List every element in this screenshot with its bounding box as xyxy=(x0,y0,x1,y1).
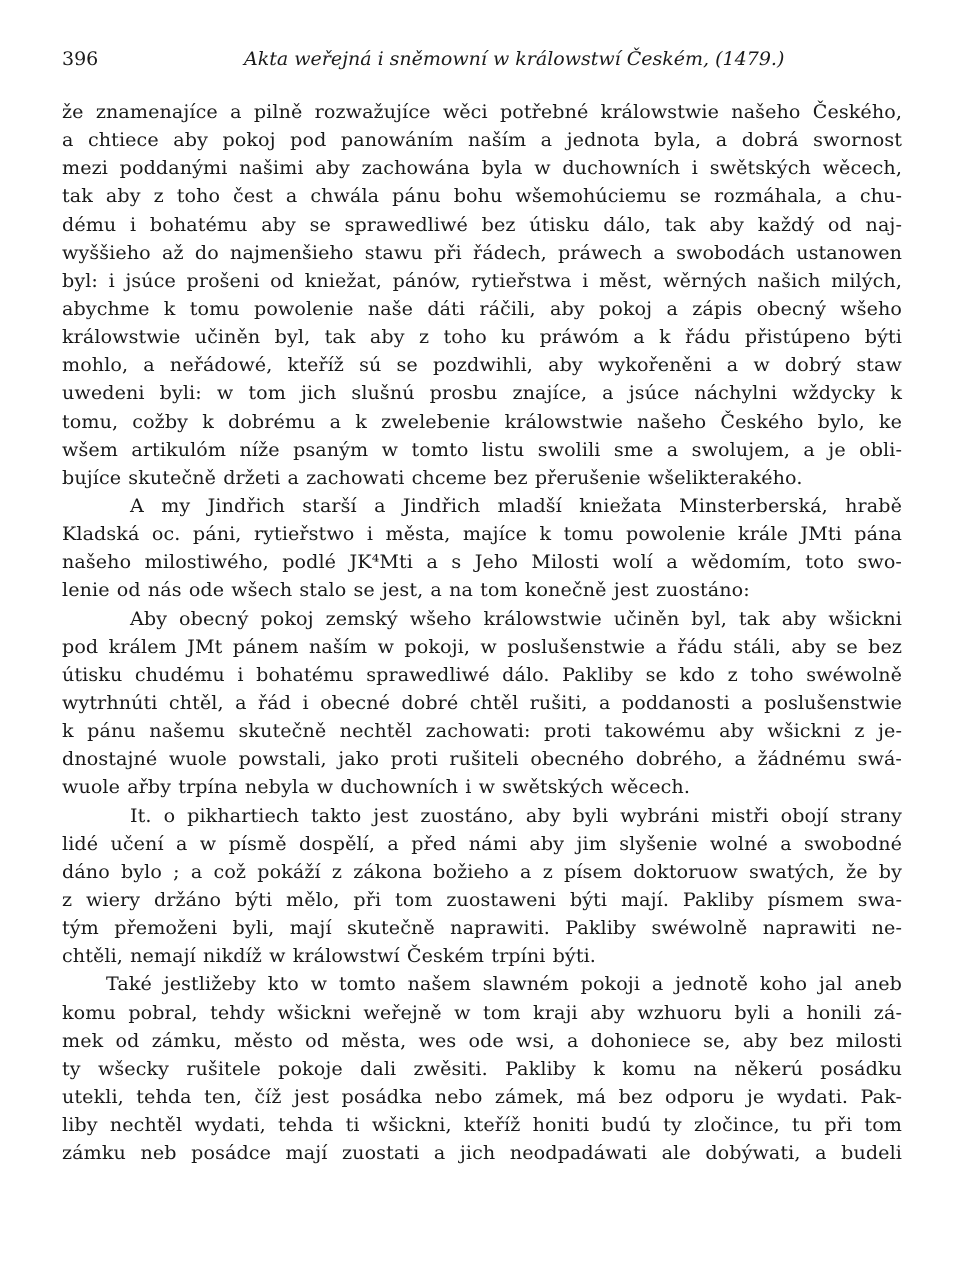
text-line: mohlo, a neřádowé, kteříž sú se pozdwihli, aby wykořeněni a w dobrý staw xyxy=(62,353,902,377)
text-line: wytrhnúti chtěl, a řád i obecné dobré chtěl rušiti, a poddanosti a poslušenstwie xyxy=(62,690,902,714)
text-line: a chtiece aby pokoj pod panowáním naším a jednota byla, a dobrá swornost xyxy=(62,128,902,152)
text-line: zámku neb posádce mají zuostati a jich neodpadáwati ale dobýwati, a budeli xyxy=(62,1141,902,1165)
text-line: uwedeni byli: w tom jich slušnú prosbu znajíce, a jsúce náchylni wždycky k xyxy=(62,381,902,405)
text-line: mezi poddanými našimi aby zachowána byla w duchowních i swětských wěcech, xyxy=(62,156,902,180)
text-line: mek od zámku, město od města, wes ode wsi, a dohoniece se, aby bez milosti xyxy=(62,1028,902,1052)
text-line: byl: i jsúce prošeni od kniežat, pánów, rytieřstwa i měst, wěrných našich milých, xyxy=(62,268,902,292)
paragraph-first-line: Aby obecný pokoj zemský wšeho králowstwie učiněn byl, tak aby wšickni xyxy=(130,606,902,630)
text-line: wšem artikulóm níže psaným w tomto listu swolili sme a swolujem, a je obli- xyxy=(62,437,902,461)
page-number: 396 xyxy=(62,48,99,70)
document-page xyxy=(62,40,902,1167)
text-line: ty wšecky rušitele pokoje dali zwěsiti. Pakliby k komu na někerú posádku xyxy=(62,1056,902,1080)
text-line: lidé učení a w písmě dospělí, a před námi aby jim slyšenie wolné a swobodné xyxy=(62,831,902,855)
text-line: tomu, cožby k dobrému a k zwelebenie králowstwie našeho Českého bylo, ke xyxy=(62,409,902,433)
text-line: komu pobral, tehdy wšickni weřejně w tom kraji aby wzhuoru byli a honili zá- xyxy=(62,1000,902,1024)
paragraph-first-line: It. o pikhartiech takto jest zuostáno, aby byli wybráni mistři obojí strany xyxy=(130,803,902,827)
text-line: Kladská oc. páni, rytieřstwo i města, majíce k tomu powolenie krále JMti pána xyxy=(62,522,902,546)
paragraph-last-line: chtěli, nemají nikdíž w králowstwí Českém trpíni býti. xyxy=(62,944,596,968)
text-line: z wiery držáno býti mělo, při tom zuostaweni býti mají. Pakliby písmem swa- xyxy=(62,887,902,911)
text-line: wyššieho až do najmenšieho stawu při řádech, práwech a swobodách ustanowen xyxy=(62,240,902,264)
text-line: dému i bohatému aby se sprawedliwé bez útisku dálo, tak aby každý od naj- xyxy=(62,212,902,236)
text-line: tým přemoženi byli, mají skutečně naprawiti. Pakliby swéwolně naprawiti ne- xyxy=(62,916,902,940)
text-line: utekli, tehda ten, číž jest posádka nebo zámek, má bez odporu je wydati. Pak- xyxy=(62,1084,902,1108)
text-line: abychme k tomu powolenie naše dáti ráčili, aby pokoj a zápis obecný wšeho xyxy=(62,296,902,320)
text-line: dnostajné wuole powstali, jako proti rušiteli obecného dobrého, a žádnému swá- xyxy=(62,747,902,771)
text-line: útisku chudému i bohatému sprawedliwé dálo. Pakliby se kdo z toho swéwolně xyxy=(62,662,902,686)
text-line: tak aby z toho čest a chwála pánu bohu wšemohúciemu se rozmáhala, a chu- xyxy=(62,184,902,208)
paragraph-first-line: Také jestližeby kto w tomto našem slawném pokoji a jednotě koho jal aneb xyxy=(106,972,902,996)
text-line: králowstwie učiněn byl, tak aby z toho ku práwóm a k řádu přistúpeno býti xyxy=(62,325,902,349)
text-line: k pánu našemu skutečně nechtěl zachowati: proti takowému aby wšickni z je- xyxy=(62,719,902,743)
header-title: Akta weřejná i sněmowní w králowstwí Českém, (1479.) xyxy=(244,48,785,70)
text-line: dáno bylo ; a což pokáží z zákona božieho a z písem doktoruow swatých, že by xyxy=(62,859,902,883)
text-line: že znamenajíce a pilně rozwažujíce wěci potřebné králowstwie našeho Českého, xyxy=(62,100,902,123)
paragraph-last-line: lenie od nás ode wšech stalo se jest, a na tom konečně jest zuostáno: xyxy=(62,578,750,602)
body-text xyxy=(62,98,902,1167)
paragraph-last-line: bujíce skutečně držeti a zachowati chceme bez přerušenie wšelikterakého. xyxy=(62,465,803,489)
text-line: našeho milostiwého, podlé JK⁴Mti a s Jeho Milosti wolí a wědomím, toto swo- xyxy=(62,550,902,574)
paragraph-last-line: wuole ařby trpína nebyla w duchowních i w swětských wěcech. xyxy=(62,775,690,799)
text-line: liby nechtěl wydati, tehda ti wšickni, kteříž honiti budú ty zločince, tu při tom xyxy=(62,1113,902,1137)
running-header xyxy=(62,40,902,74)
paragraph-first-line: A my Jindřich starší a Jindřich mladší kniežata Minsterberská, hrabě xyxy=(130,493,902,517)
text-line: pod králem JMt pánem naším w pokoji, w poslušenstwie a řádu stáli, aby se bez xyxy=(62,634,902,658)
